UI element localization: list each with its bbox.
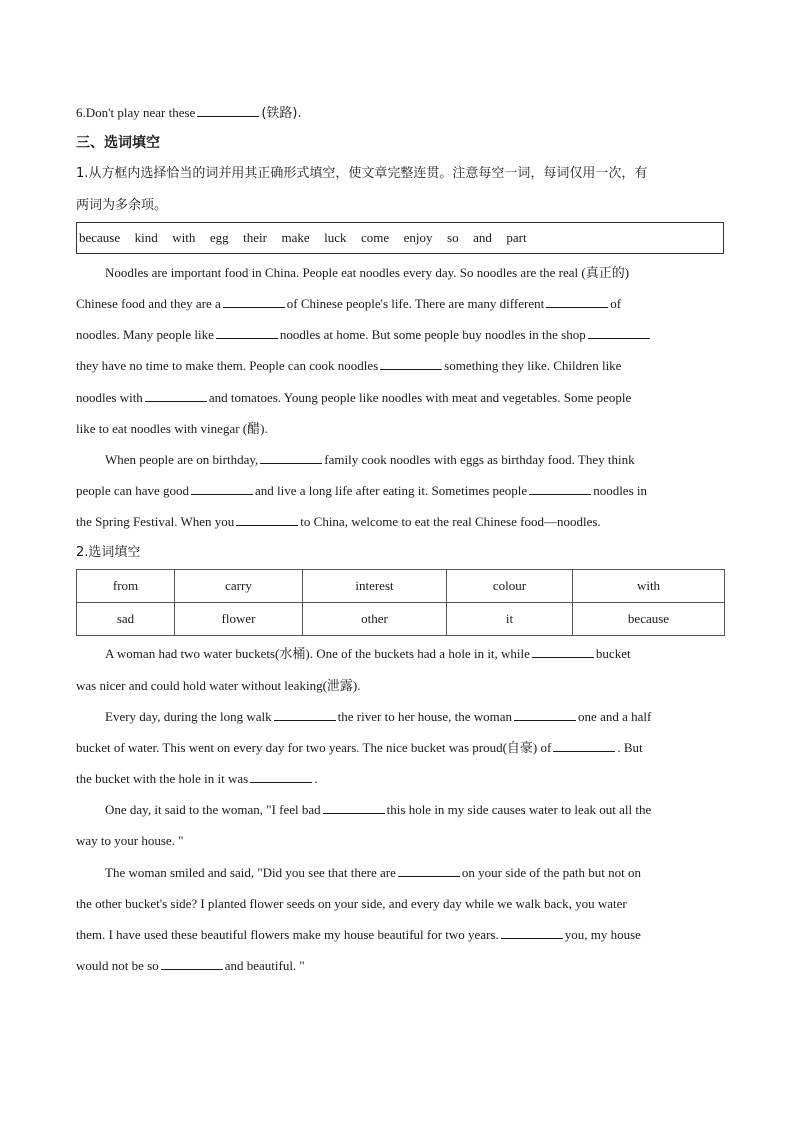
word-bank-box <box>76 222 724 254</box>
passage-2-line <box>76 957 305 975</box>
word-cell: interest <box>303 570 447 603</box>
passage-text: the other bucket's side? I planted flower seeds on your side, and every day while we walk back, you water <box>76 896 627 911</box>
answer-blank[interactable] <box>145 389 207 402</box>
passage-text: the river to her house, the woman <box>337 709 513 724</box>
answer-blank[interactable] <box>161 957 223 970</box>
passage-text: bucket <box>595 646 631 661</box>
passage-1-line <box>76 326 652 344</box>
passage-text: noodles. Many people like <box>76 327 214 342</box>
answer-blank[interactable] <box>216 326 278 339</box>
passage-text: of Chinese people's life. There are many different <box>286 296 545 311</box>
word-cell: sad <box>77 603 175 636</box>
passage-2-line <box>105 708 651 726</box>
passage-text: one and a half <box>578 709 652 724</box>
passage-text: Noodles are important food in China. People eat noodles every day. So noodles are the real (真正的) <box>105 265 630 280</box>
q2-title: 2.选词填空 <box>76 545 141 560</box>
section-heading: 三、选词填空 <box>76 135 160 151</box>
answer-blank[interactable] <box>250 770 312 783</box>
word-cell: other <box>303 603 447 636</box>
passage-2-line <box>76 739 643 757</box>
answer-blank[interactable] <box>514 708 576 721</box>
answer-blank[interactable] <box>529 482 591 495</box>
q6-hint: (铁路). <box>261 106 302 121</box>
passage-text: on your side of the path but not on <box>461 865 641 880</box>
word-cell: because <box>573 603 725 636</box>
passage-text: was nicer and could hold water without leaking(泄露). <box>76 678 361 693</box>
passage-1-line <box>105 264 629 282</box>
passage-2-line <box>105 801 651 819</box>
word-cell: carry <box>175 570 303 603</box>
answer-blank[interactable] <box>191 482 253 495</box>
passage-text: way to your house. " <box>76 833 184 848</box>
passage-text: A woman had two water buckets(水桶). One of the buckets had a hole in it, while <box>105 646 530 661</box>
passage-text: would not be so <box>76 958 159 973</box>
passage-text: to China, welcome to eat the real Chinese food—noodles. <box>300 514 601 529</box>
passage-text: One day, it said to the woman, "I feel bad <box>105 802 321 817</box>
answer-blank[interactable] <box>532 645 594 658</box>
answer-blank[interactable] <box>380 357 442 370</box>
answer-blank[interactable] <box>553 739 615 752</box>
passage-text: Every day, during the long walk <box>105 709 272 724</box>
passage-text: something they like. Children like <box>444 358 622 373</box>
q1-instruction-line-1: 1.从方框内选择恰当的词并用其正确形式填空，使文章完整连贯。注意每空一词，每词仅用一次，有 <box>76 166 648 181</box>
answer-blank[interactable] <box>260 451 322 464</box>
passage-text: noodles with <box>76 390 143 405</box>
passage-2-line <box>76 895 627 913</box>
answer-blank[interactable] <box>398 864 460 877</box>
table-row <box>77 603 725 636</box>
passage-text: and live a long life after eating it. Sometimes people <box>254 483 528 498</box>
answer-blank[interactable] <box>501 926 563 939</box>
passage-text: family cook noodles with eggs as birthday food. They think <box>324 452 635 467</box>
passage-text: noodles at home. But some people buy noodles in the shop <box>279 327 586 342</box>
question-6 <box>76 104 302 123</box>
passage-text: like to eat noodles with vinegar (醋). <box>76 421 268 436</box>
passage-1-line <box>76 513 601 531</box>
word-cell: colour <box>447 570 573 603</box>
passage-1-line <box>76 295 621 313</box>
word-cell: flower <box>175 603 303 636</box>
answer-blank[interactable] <box>223 295 285 308</box>
q1-instruction-line-2: 两词为多余项。 <box>76 198 168 213</box>
word-cell: with <box>573 570 725 603</box>
passage-1-line <box>76 420 268 438</box>
passage-text: . But <box>617 740 643 755</box>
passage-1-line <box>105 451 635 469</box>
passage-1-line <box>76 482 647 500</box>
passage-text: the bucket with the hole in it was <box>76 771 249 786</box>
passage-2-line <box>76 677 360 695</box>
passage-text: them. I have used these beautiful flowers make my house beautiful for two years. <box>76 927 499 942</box>
answer-blank[interactable] <box>197 104 259 117</box>
table-row <box>77 570 725 603</box>
answer-blank[interactable] <box>588 326 650 339</box>
passage-text: and beautiful. " <box>224 958 305 973</box>
passage-text: the Spring Festival. When you <box>76 514 235 529</box>
passage-2-line <box>76 770 317 788</box>
word-cell: from <box>77 570 175 603</box>
passage-text: people can have good <box>76 483 189 498</box>
passage-text: and tomatoes. Young people like noodles with meat and vegetables. Some people <box>208 390 632 405</box>
answer-blank[interactable] <box>546 295 608 308</box>
passage-1-line <box>76 389 631 407</box>
passage-text: Chinese food and they are a <box>76 296 221 311</box>
answer-blank[interactable] <box>274 708 336 721</box>
passage-text: you, my house <box>564 927 641 942</box>
passage-text: When people are on birthday, <box>105 452 259 467</box>
word-bank-text: because kind with egg their make luck come enjoy so and part <box>79 230 527 245</box>
passage-text: bucket of water. This went on every day for two years. The nice bucket was proud(自豪) of <box>76 740 552 755</box>
passage-2-line <box>105 645 631 663</box>
passage-text: this hole in my side causes water to leak out all the <box>386 802 652 817</box>
answer-blank[interactable] <box>323 801 385 814</box>
passage-text: they have no time to make them. People can cook noodles <box>76 358 379 373</box>
passage-text: . <box>314 771 318 786</box>
answer-blank[interactable] <box>236 513 298 526</box>
passage-2-line <box>105 864 641 882</box>
passage-1-line <box>76 357 621 375</box>
word-table <box>76 569 725 636</box>
passage-text: The woman smiled and said, "Did you see that there are <box>105 865 396 880</box>
passage-2-line <box>76 832 184 850</box>
word-cell: it <box>447 603 573 636</box>
passage-text: of <box>610 296 622 311</box>
passage-text: noodles in <box>593 483 647 498</box>
passage-2-line <box>76 926 641 944</box>
q6-text: 6.Don't play near these <box>76 105 196 120</box>
